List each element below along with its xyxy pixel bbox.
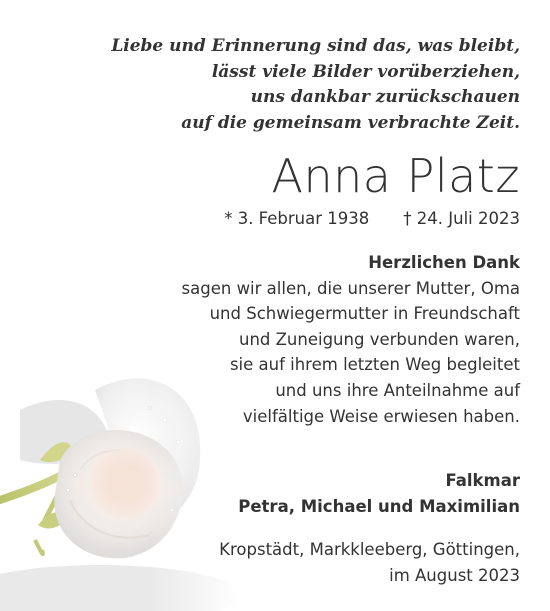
place-line: Kropstädt, Markkleeberg, Göttingen,: [219, 540, 520, 559]
poem-line: lässt viele Bilder vorüberziehen,: [211, 61, 520, 82]
place-and-date: [100, 537, 520, 589]
thanks-line: und uns ihre Anteilnahme auf: [275, 380, 520, 400]
thanks-line: sie auf ihrem letzten Weg begleitet: [229, 355, 520, 375]
poem-line: Liebe und Erinnerung sind das, was bleibt,: [111, 36, 520, 56]
birth-date: * 3. Februar 1938: [224, 209, 370, 228]
thanks-line: und Schwiegermutter in Freundschaft: [209, 304, 520, 324]
deceased-name: Anna Platz: [271, 149, 520, 203]
thanks-line: sagen wir allen, die unserer Mutter, Oma: [181, 278, 520, 298]
thanks-message: [100, 250, 520, 429]
signers: [100, 468, 520, 520]
death-date: † 24. Juli 2023: [403, 209, 520, 228]
signer-line: Falkmar: [445, 471, 520, 490]
thanks-heading: Herzlichen Dank: [368, 253, 520, 272]
thanks-line: vielfältige Weise erwiesen haben.: [242, 406, 520, 426]
poem-line: uns dankbar zurückschauen: [250, 87, 520, 107]
poem-verse: [100, 34, 520, 136]
signer-line: Petra, Michael und Maximilian: [238, 497, 520, 516]
life-dates: [160, 207, 520, 231]
poem-line: auf die gemeinsam verbrachte Zeit.: [181, 112, 520, 133]
thanks-line: und Zuneigung verbunden waren,: [239, 329, 520, 349]
date-line: im August 2023: [389, 566, 520, 585]
